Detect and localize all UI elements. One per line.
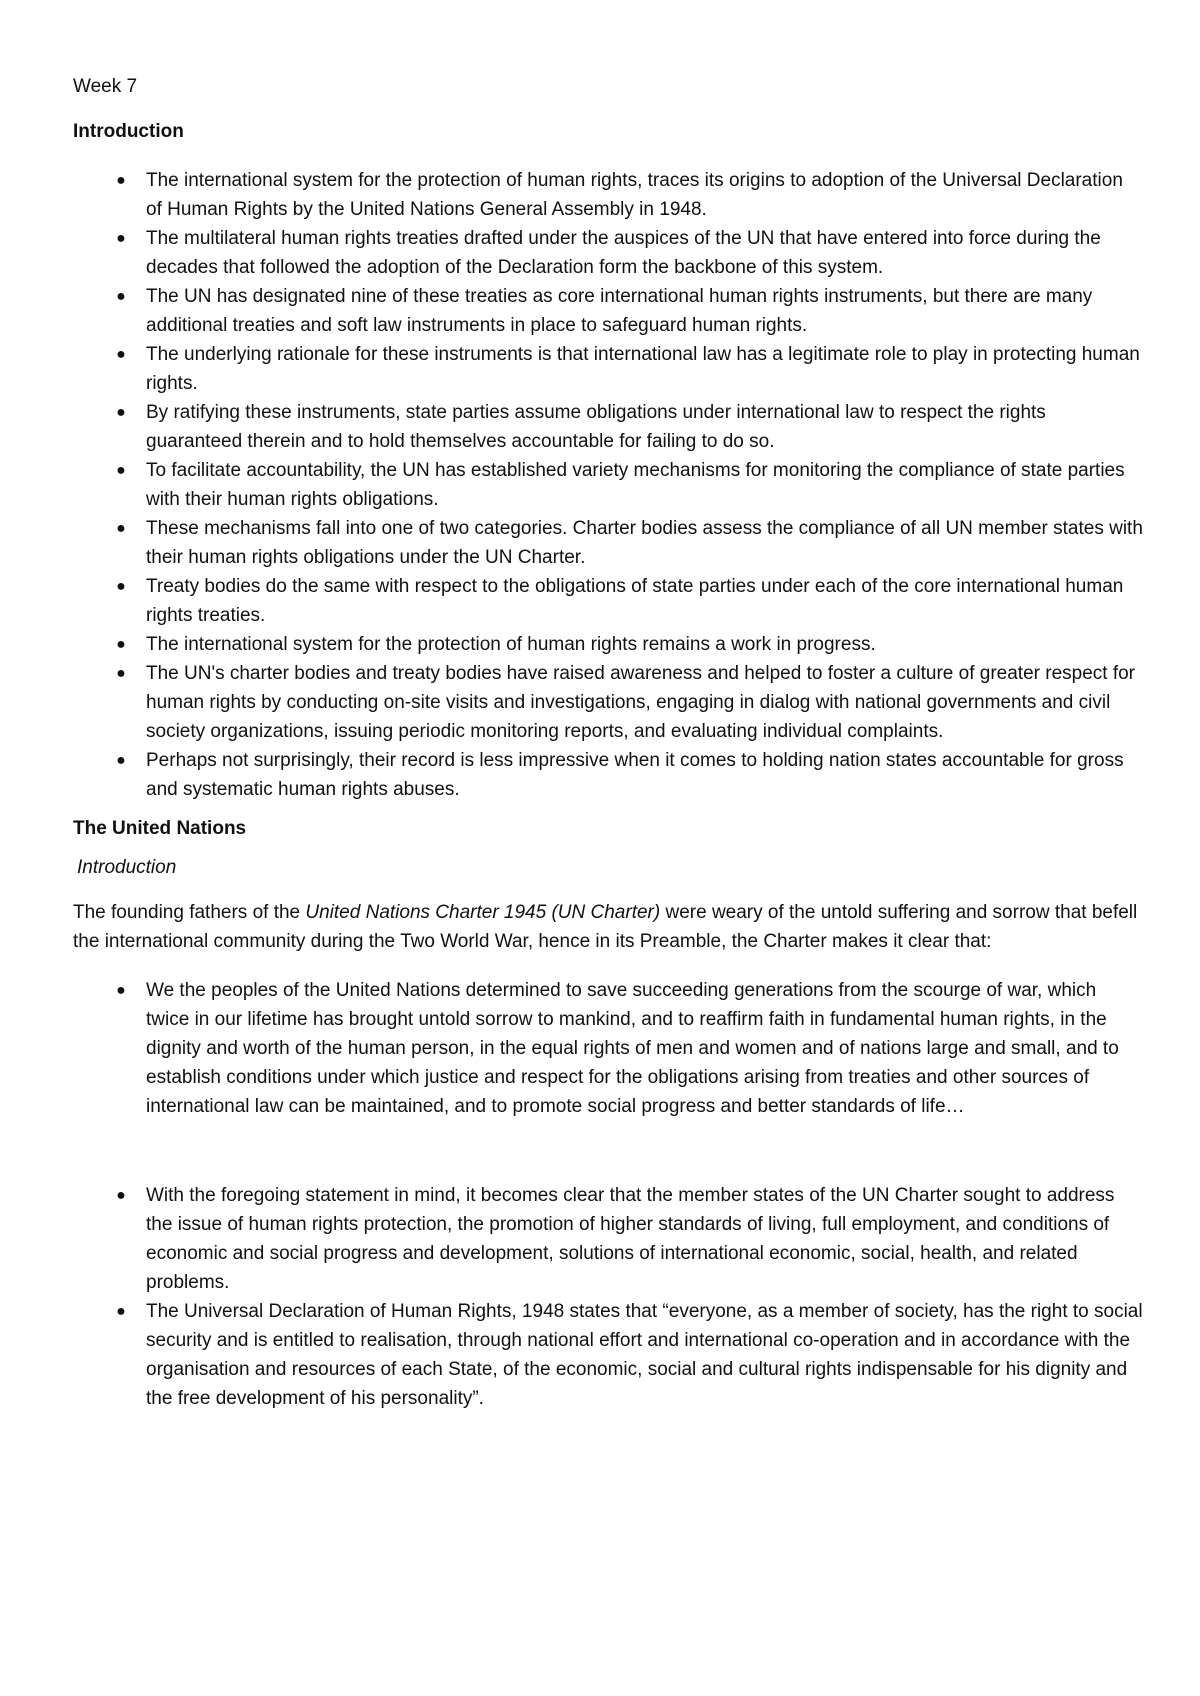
list-item: ● Perhaps not surprisingly, their record is less impressive when it comes to holding nation states accountable for gross and systematic human rights abuses. <box>73 746 1143 804</box>
list-item: ● The underlying rationale for these instruments is that international law has a legitimate role to play in protecting human rights. <box>73 340 1143 398</box>
list-item: ● The UN's charter bodies and treaty bodies have raised awareness and helped to foster a culture of greater respect for human rights by conducting on-site visits and investigations, engaging in dialog with national governments and civil society organizations, issuing periodic monitoring reports, and evaluating individual complaints. <box>73 659 1143 746</box>
bullet-icon: ● <box>116 1187 126 1204</box>
charter-paragraph: The founding fathers of the United Nations Charter 1945 (UN Charter) were weary of the untold suffering and sorrow that befell the international community during the Two World War, hence in its Preamble, the Charter makes it clear that: <box>73 902 1138 952</box>
bullet-icon: ● <box>116 346 126 363</box>
list-item: ● By ratifying these instruments, state parties assume obligations under international law to respect the rights guaranteed therein and to hold themselves accountable for failing to do so. <box>73 398 1143 456</box>
charter-title: United Nations Charter 1945 (UN Charter) <box>305 902 661 923</box>
bullet-icon: ● <box>116 1303 126 1320</box>
list-item: ● These mechanisms fall into one of two categories. Charter bodies assess the compliance of all UN member states with their human rights obligations under the UN Charter. <box>73 514 1143 572</box>
list-item: ● Treaty bodies do the same with respect to the obligations of state parties under each of the core international human rights treaties. <box>73 572 1143 630</box>
bullet-icon: ● <box>116 982 126 999</box>
bullet-icon: ● <box>116 665 126 682</box>
bullet-icon: ● <box>116 520 126 537</box>
list-item: ● To facilitate accountability, the UN has established variety mechanisms for monitoring the compliance of state parties with their human rights obligations. <box>73 456 1143 514</box>
bullet-icon: ● <box>116 636 126 653</box>
bullet-icon: ● <box>116 462 126 479</box>
list-item: ● We the peoples of the United Nations determined to save succeeding generations from the scourge of war, which twice in our lifetime has brought untold sorrow to mankind, and to reaffirm faith in fundamental human rights, in the dignity and worth of the human person, in the equal rights of men and women and of nations large and small, and to establish conditions under which justice and respect for the obligations arising from treaties and other sources of international law can be maintained, and to promote social progress and better standards of life… <box>73 976 1143 1121</box>
week-label: Week 7 <box>73 76 138 97</box>
conclusion-bullet-list <box>73 1181 1143 1413</box>
bullet-icon: ● <box>116 172 126 189</box>
bullet-icon: ● <box>116 230 126 247</box>
introduction-bullet-list <box>73 166 1143 804</box>
un-subheading: Introduction <box>77 857 177 878</box>
list-item: ● The UN has designated nine of these treaties as core international human rights instruments, but there are many additional treaties and soft law instruments in place to safeguard human rights. <box>73 282 1143 340</box>
bullet-icon: ● <box>116 404 126 421</box>
document-page <box>73 72 1143 1413</box>
introduction-heading: Introduction <box>73 121 184 142</box>
preamble-quote-list <box>73 976 1143 1121</box>
bullet-icon: ● <box>116 288 126 305</box>
united-nations-heading: The United Nations <box>73 818 247 839</box>
list-item: ● The international system for the protection of human rights, traces its origins to adoption of the Universal Declaration of Human Rights by the United Nations General Assembly in 1948. <box>73 166 1143 224</box>
list-item: ● The Universal Declaration of Human Rights, 1948 states that “everyone, as a member of society, has the right to social security and is entitled to realisation, through national effort and international co-operation and in accordance with the organisation and resources of each State, of the economic, social and cultural rights indispensable for his dignity and the free development of his personality”. <box>73 1297 1143 1413</box>
list-item: ● With the foregoing statement in mind, it becomes clear that the member states of the UN Charter sought to address the issue of human rights protection, the promotion of higher standards of living, full employment, and conditions of economic and social progress and development, solutions of international economic, social, health, and related problems. <box>73 1181 1143 1297</box>
bullet-icon: ● <box>116 752 126 769</box>
list-item: ● The international system for the protection of human rights remains a work in progress. <box>73 630 1143 659</box>
bullet-icon: ● <box>116 578 126 595</box>
list-item: ● The multilateral human rights treaties drafted under the auspices of the UN that have entered into force during the decades that followed the adoption of the Declaration form the backbone of this system. <box>73 224 1143 282</box>
